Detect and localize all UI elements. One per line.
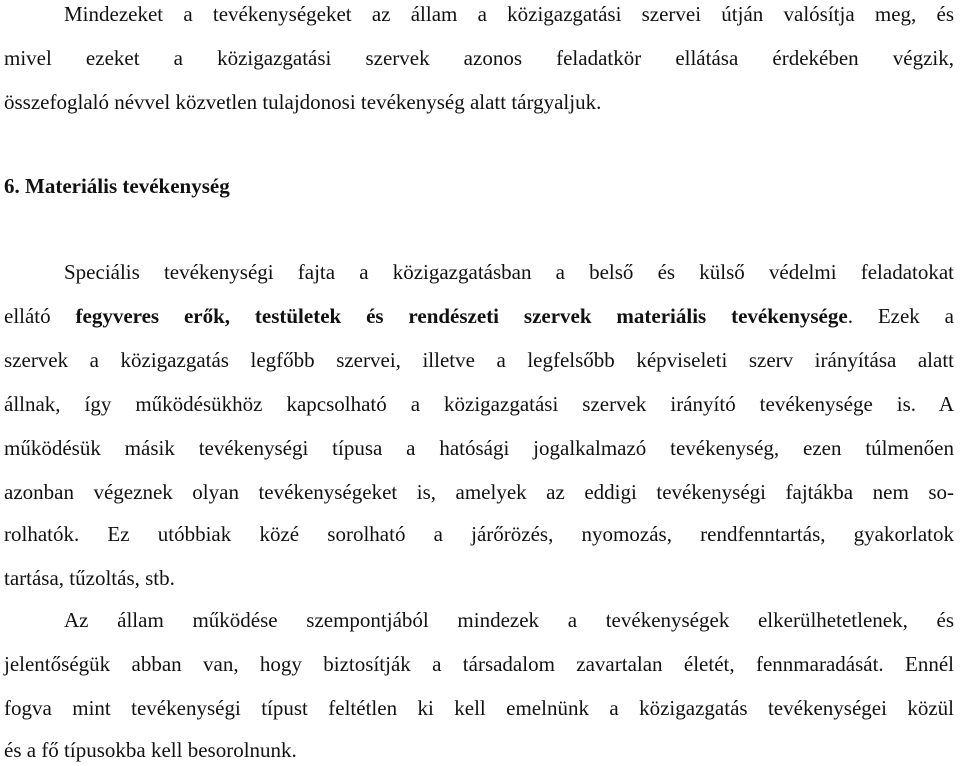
paragraph-1-line-2: mivel ezeket a közigazgatási szervek azonos feladatkör ellátása érdekében végzik, (4, 46, 954, 70)
paragraph-2-line-7: rolhatók. Ez utóbbiak közé sorolható a járőrözés, nyomozás, rendfenntartás, gyakorlatok (4, 522, 954, 546)
paragraph-2-line-1: Speciális tevékenységi fajta a közigazgatásban a belső és külső védelmi feladatokat (64, 260, 954, 284)
paragraph-2-line-3: szervek a közigazgatás legfőbb szervei, illetve a legfelsőbb képviseleti szerv irányítása alatt (4, 348, 954, 372)
paragraph-1-line-3: összefoglaló névvel közvetlen tulajdonosi tevékenység alatt tárgyaljuk. (4, 90, 602, 114)
paragraph-3-line-4: és a fő típusokba kell besorolnunk. (4, 738, 297, 762)
paragraph-2-line-2 (4, 304, 954, 328)
paragraph-3-line-1: Az állam működése szempontjából mindezek a tevékenységek elkerülhetetlenek, és (64, 608, 954, 632)
section-heading (4, 174, 954, 198)
paragraph-2-bold-phrase: fegyveres erők, testületek és rendészeti szervek materiális tevékenysége (75, 304, 848, 328)
paragraph-2-line-8: tartása, tűzoltás, stb. (4, 566, 175, 590)
paragraph-2-line-4: állnak, így működésükhöz kapcsolható a közigazgatási szervek irányító tevékenysége is. A (4, 392, 954, 416)
paragraph-2-line-6: azonban végeznek olyan tevékenységeket is, amelyek az eddigi tevékenységi fajtákba nem so- (4, 480, 954, 504)
paragraph-2-line-2-pre: ellátó (4, 304, 76, 328)
paragraph-2-line-2-post: . Ezek a (847, 304, 954, 328)
paragraph-3-line-3: fogva mint tevékenységi típust feltétlen ki kell emelnünk a közigazgatás tevékenységei közül (4, 696, 954, 720)
paragraph-2-line-5: működésük másik tevékenységi típusa a hatósági jogalkalmazó tevékenység, ezen túlmenően (4, 436, 954, 460)
section-number: 6. (4, 174, 20, 198)
section-title: Materiális tevékenység (25, 174, 230, 198)
paragraph-3-line-2: jelentőségük abban van, hogy biztosítják a társadalom zavartalan életét, fennmaradását. Ennél (4, 652, 954, 676)
paragraph-1-line-1: Mindezeket a tevékenységeket az állam a közigazgatási szervei útján valósítja meg, és (64, 2, 954, 26)
